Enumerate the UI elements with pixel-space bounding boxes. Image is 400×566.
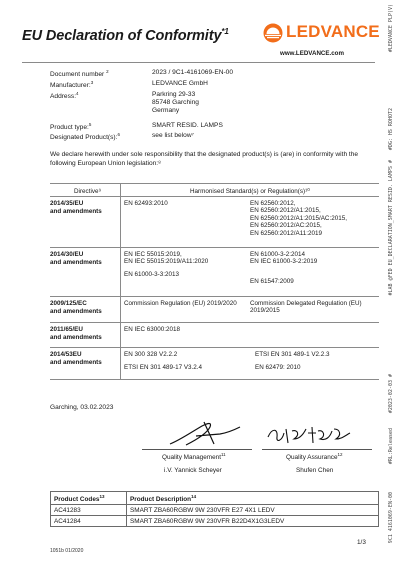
signature-role-left: Quality Management$^{11}$ (162, 452, 226, 462)
table-row (51, 516, 379, 527)
website-url: www.LEDVANCE.com (280, 50, 344, 57)
side-text-1: #DG: HS ROHOT2 (388, 108, 394, 151)
standards-table-header (50, 183, 379, 197)
signature-name-right: Shufen Chen (296, 467, 334, 474)
product-table-header (51, 492, 379, 505)
side-text-2: #LAB @FED EU_DECLARATION_SMART RESID. LAMPS # (388, 160, 394, 296)
brand-wordmark: LEDVANCE (286, 22, 380, 41)
header-product-codes: Product Codes$^{13}$ (51, 492, 127, 505)
side-text-4: #RL:Released (388, 428, 394, 465)
standards-section-rohs: 2011/65/EU and amendments EN IEC 63000:2018 (50, 323, 379, 348)
standards-section-red: 2014/53EU and amendments EN 300 328 V2.2.2 ETSI EN 301 489-17 V3.2.4 ETSI EN 301 489-1 V2.2.3 EN 62479: 2010 (50, 348, 379, 380)
product-table (50, 491, 379, 527)
ledvance-sun-icon (262, 22, 284, 44)
product-code: AC41284 (51, 516, 127, 527)
side-text-3: #2023-02-03 # (388, 374, 394, 414)
product-code: AC41283 (51, 505, 127, 516)
product-description: SMART ZBA60RGBW 9W 230VFR E27 4X1 LEDV (127, 505, 379, 516)
standards-section-emc: 2014/30/EU and amendments EN IEC 55015:2019, EN IEC 55015:2019/A11:2020 EN 61000-3-3:2013 EN 61000-3-2:2014 EN IEC 61000-3-2:2019 EN 61547:2009 (50, 248, 379, 297)
header-directive: Directive⁹ (74, 188, 102, 195)
standards-section-lvd: 2014/35/EU and amendments EN 62493:2010 EN 62560:2012, EN 62560:2012/A1:2015, EN 62560:2012/A1:2015/AC:2015, EN 62560:2012/AC:2015, EN 62560:2012/A11:2019 (50, 197, 379, 248)
header-rule (22, 62, 375, 63)
signature-name-left: i.V. Yannick Scheyer (164, 467, 222, 474)
page-number: 1/3 (357, 539, 366, 546)
document-title: EU Declaration of Conformity$^{*1}$ (22, 27, 229, 44)
form-code: 1051b 01/2020 (50, 548, 84, 554)
table-row (51, 505, 379, 516)
signature-left-image (166, 416, 246, 450)
signature-role-right: Quality Assurance$^{12}$ (286, 452, 343, 462)
signature-line-right (262, 449, 372, 450)
side-text-0: #LEDVANCE PLP(V) (388, 4, 394, 53)
side-text-5: 9C1 4161069-EN-00 (388, 492, 394, 544)
header-standards: Harmonised Standard(s) or Regulation(s)¹⁰ (190, 188, 310, 195)
signature-line-left (142, 449, 252, 450)
product-description: SMART ZBA60RGBW 9W 230VFR B22D4X1G3LEDV (127, 516, 379, 527)
place-date: Garching, 03.02.2023 (50, 404, 114, 411)
header-product-description: Product Description$^{14}$ (127, 492, 379, 505)
ledvance-logo (262, 20, 380, 46)
signature-right-image (264, 423, 356, 449)
standards-section-erp: 2009/125/EC and amendments Commission Regulation (EU) 2019/2020 Commission Delegated Regulation (EU) 2019/2015 (50, 297, 379, 323)
side-margin-text (388, 0, 398, 566)
declaration-text: We declare herewith under sole responsibility that the designated product(s) is (are) in conformity with the following European Union legislation:⁸ (50, 151, 359, 167)
